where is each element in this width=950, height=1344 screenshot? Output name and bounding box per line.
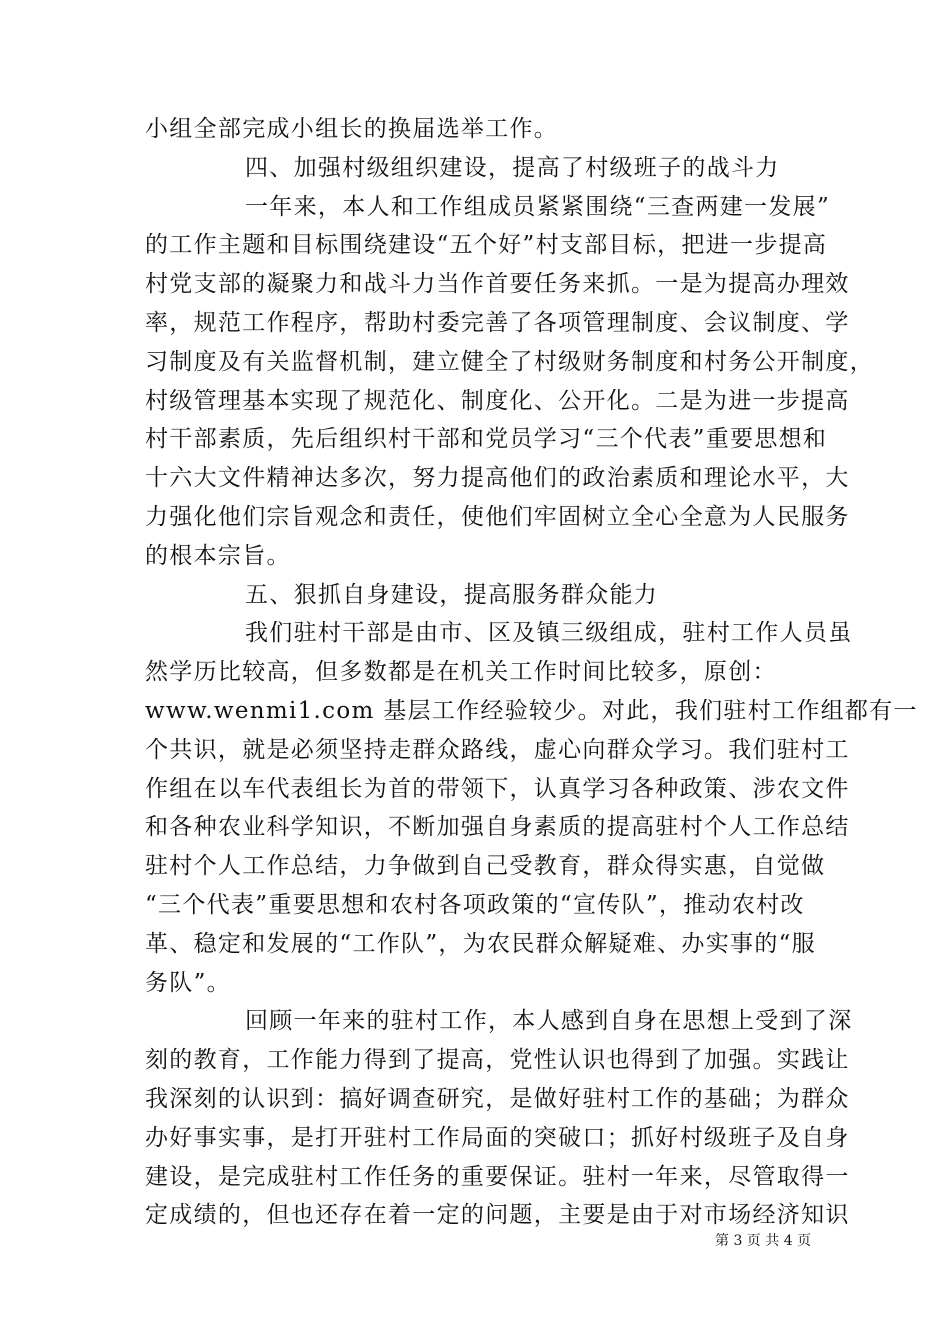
text-line: 和各种农业科学知识，不断加强自身素质的提高驻村个人工作总结: [145, 814, 850, 840]
text-line: 个共识，就是必须坚持走群众路线，虚心向群众学习。我们驻村工: [145, 737, 850, 763]
text-line: 力强化他们宗旨观念和责任，使他们牢固树立全心全意为人民服务: [145, 504, 850, 530]
text-line: 我深刻的认识到：搞好调查研究，是做好驻村工作的基础；为群众: [145, 1086, 850, 1112]
text-line: 然学历比较高，但多数都是在机关工作时间比较多，原创：: [145, 659, 777, 685]
text-line: 村级管理基本实现了规范化、制度化、公开化。二是为进一步提高: [145, 388, 850, 414]
text-line: 革、稳定和发展的“工作队”，为农民群众解疑难、办实事的“服: [145, 931, 816, 957]
text-line: 建设，是完成驻村工作任务的重要保证。驻村一年来，尽管取得一: [145, 1164, 850, 1190]
text-line: 习制度及有关监督机制，建立健全了村级财务制度和村务公开制度，: [145, 349, 874, 375]
paragraph-first-line: 一年来，本人和工作组成员紧紧围绕“三查两建一发展”: [245, 194, 831, 220]
text-line: 刻的教育，工作能力得到了提高，党性认识也得到了加强。实践让: [145, 1047, 850, 1073]
text-line: 的工作主题和目标围绕建设“五个好”村支部目标，把进一步提高: [145, 232, 828, 258]
text-line: 务队”。: [145, 970, 231, 996]
text-line: 作组在以车代表组长为首的带领下，认真学习各种政策、涉农文件: [145, 776, 850, 802]
text-line: 小组全部完成小组长的换届选举工作。: [145, 116, 559, 142]
page-footer: 第 3 页 共 4 页: [715, 1233, 812, 1249]
text-line: www.wenmi1.com 基层工作经验较少。对此，我们驻村工作组都有一: [145, 698, 918, 724]
paragraph-first-line: 回顾一年来的驻村工作，本人感到自身在思想上受到了深: [245, 1008, 853, 1034]
section-heading: 五、狠抓自身建设，提高服务群众能力: [245, 582, 659, 608]
text-line: “三个代表”重要思想和农村各项政策的“宣传队”，推动农村改: [145, 892, 805, 918]
paragraph-first-line: 我们驻村干部是由市、区及镇三级组成，驻村工作人员虽: [245, 620, 853, 646]
text-line: 村党支部的凝聚力和战斗力当作首要任务来抓。一是为提高办理效: [145, 271, 850, 297]
text-line: 率，规范工作程序，帮助村委完善了各项管理制度、会议制度、学: [145, 310, 850, 336]
text-line: 办好事实事，是打开驻村工作局面的突破口；抓好村级班子及自身: [145, 1125, 850, 1151]
section-heading: 四、加强村级组织建设，提高了村级班子的战斗力: [245, 155, 780, 181]
text-line: 定成绩的，但也还存在着一定的问题，主要是由于对市场经济知识: [145, 1202, 850, 1228]
text-line: 的根本宗旨。: [145, 543, 291, 569]
text-line: 村干部素质，先后组织村干部和党员学习“三个代表”重要思想和: [145, 426, 828, 452]
text-line: 驻村个人工作总结，力争做到自己受教育，群众得实惠，自觉做: [145, 853, 826, 879]
text-line: 十六大文件精神达多次，努力提高他们的政治素质和理论水平，大: [145, 465, 850, 491]
